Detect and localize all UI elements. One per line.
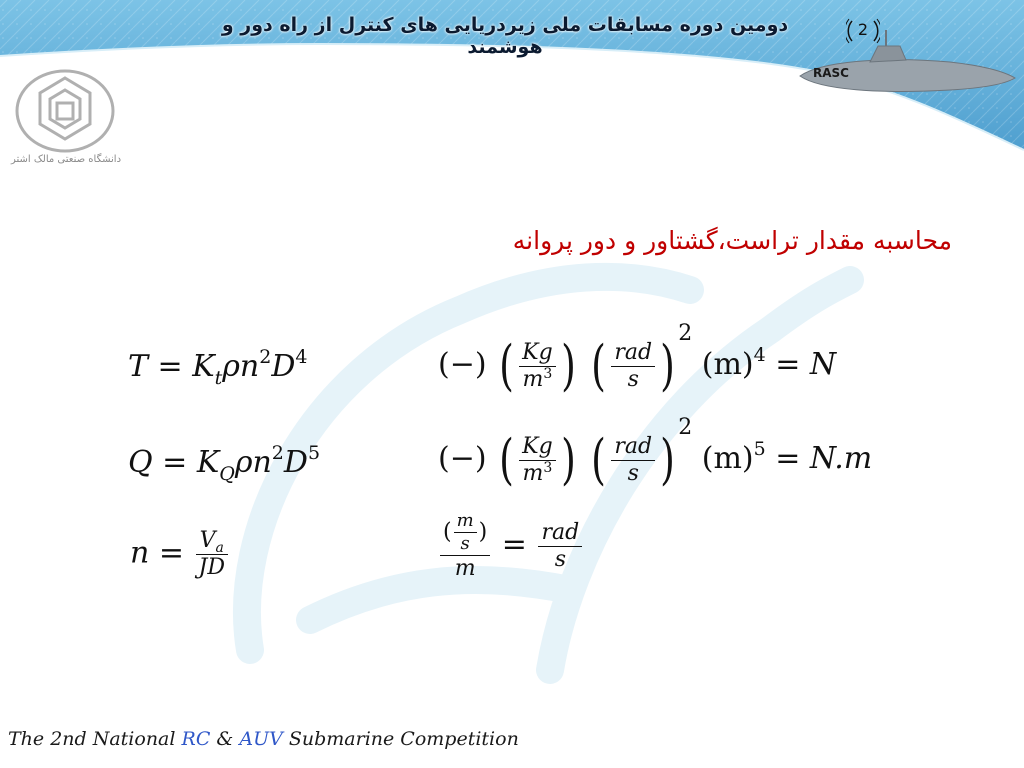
header-banner bbox=[0, 0, 1024, 160]
footer-competition-title: The 2nd National RC & AUV Submarine Competition bbox=[8, 728, 519, 750]
rasc-label: RASC bbox=[813, 66, 849, 80]
university-emblem-icon bbox=[10, 66, 120, 156]
logo-caption: دانشگاه صنعتی مالک اشتر bbox=[10, 154, 122, 165]
torque-units-equation: (−) ( $\frac{Kg}{m^3}$ ) ( $\frac{\text{rad}}{s}$ )$^2$ $(m)^5 = N.m$ bbox=[438, 415, 873, 491]
speed-units-equation: ( $\frac{m}{s}$ ) m = $\frac{\text{rad}}{s}$ bbox=[438, 512, 584, 580]
header-title: دومین دوره مسابقات ملی زیردریایی های کنترل از راه دور و هوشمند bbox=[221, 14, 789, 58]
speed-equation: n = $\frac{V_a}{JD}$ bbox=[130, 530, 230, 579]
slide-number: 2 bbox=[857, 20, 869, 39]
thrust-equation: $T = K_t\rho n^2D^4$ bbox=[128, 346, 308, 389]
slide-heading: محاسبه مقدار تراست،گشتاور و دور پروانه bbox=[512, 226, 952, 255]
torque-equation: $Q = K_Q\rho n^2D^5$ bbox=[128, 442, 321, 485]
slide-number-badge bbox=[846, 17, 880, 45]
thrust-units-equation: (−) ( $\frac{Kg}{m^3}$ ) ( $\frac{\text{rad}}{s}$ )$^2$ $(m)^4 = N$ bbox=[438, 321, 837, 397]
